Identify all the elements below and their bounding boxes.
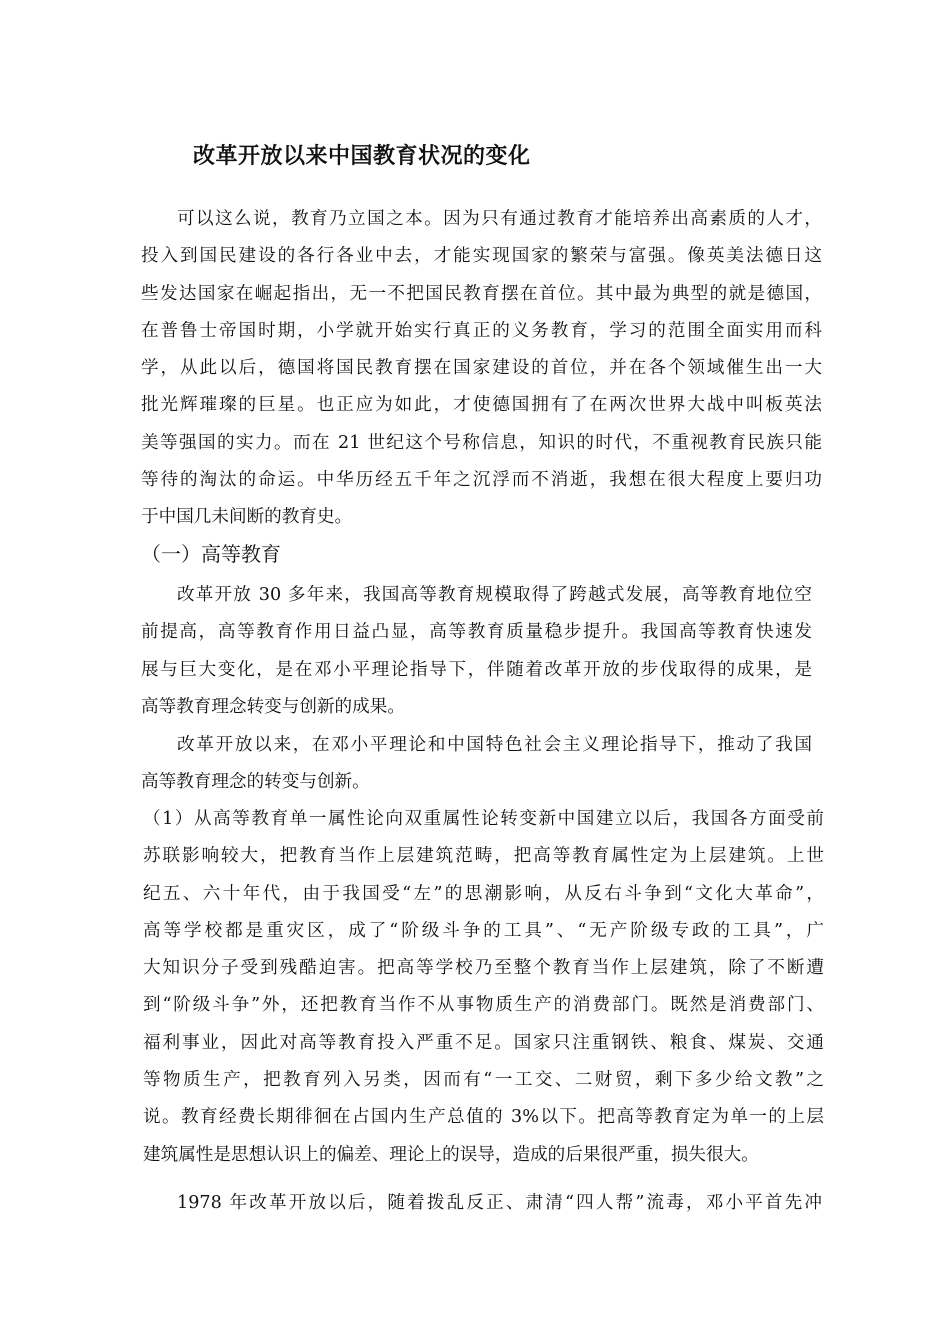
text-line: 苏联影响较大，把教育当作上层建筑范畴，把高等教育属性定为上层建筑。上世 [143,846,824,867]
text-line: 福利事业，因此对高等教育投入严重不足。国家只注重钢铁、粮食、煤炭、交通 [143,1032,824,1053]
text-line: 等待的淘汰的命运。中华历经五千年之沉浮而不消逝，我想在很大程度上要归功 [141,470,822,491]
text-line: 美等强国的实力。而在 21 世纪这个号称信息，知识的时代，不重视教育民族只能 [141,432,822,453]
paragraph-higher-education-growth [141,577,812,726]
paragraph-1978-reform [141,1185,822,1222]
text-line: 1978 年改革开放以后，随着拨乱反正、肃清“四人帮”流毒，邓小平首先冲 [177,1193,822,1213]
text-line: 展与巨大变化，是在邓小平理论指导下，伴随着改革开放的步伐取得的成果，是 [141,659,812,680]
text-line: 改革开放以来，在邓小平理论和中国特色社会主义理论指导下，推动了我国 [177,735,812,755]
document-title: 改革开放以来中国教育状况的变化 [193,144,531,169]
paragraph-dual-attribute [143,801,824,1174]
text-line: 高等学校都是重灾区，成了“阶级斗争的工具”、“无产阶级专政的工具”，广 [143,920,824,941]
text-line: 改革开放 30 多年来，我国高等教育规模取得了跨越式发展，高等教育地位空 [177,585,812,605]
text-line: 于中国几未间断的教育史。 [141,507,353,528]
text-line: 纪五、六十年代，由于我国受“左”的思潮影响，从反右斗争到“文化大革命”， [143,883,824,904]
text-line: 前提高，高等教育作用日益凸显，高等教育质量稳步提升。我国高等教育快速发 [141,622,812,643]
text-line: （1）从高等教育单一属性论向双重属性论转变新中国建立以后，我国各方面受前 [143,809,824,829]
section-heading: （一）高等教育 [141,542,281,566]
text-line: 学，从此以后，德国将国民教育摆在国家建设的首位，并在各个领域催生出一大 [141,358,822,379]
text-line: 高等教育理念转变与创新的成果。 [141,696,405,717]
text-line: 到“阶级斗争”外，还把教育当作不从事物质生产的消费部门。既然是消费部门、 [143,995,824,1016]
text-line: 可以这么说，教育乃立国之本。因为只有通过教育才能培养出高素质的人才， [177,209,822,229]
paragraph-theory-guidance [141,727,812,802]
text-line: 大知识分子受到残酷迫害。把高等学校乃至整个教育当作上层建筑，除了不断遭 [143,958,824,979]
text-line: 高等教育理念的转变与创新。 [141,772,370,793]
text-line: 建筑属性是思想认识上的偏差、理论上的误导，造成的后果很严重，损失很大。 [143,1144,759,1165]
intro-paragraph [141,201,822,537]
text-line: 等物质生产，把教育列入另类，因而有“一工交、二财贸，剩下多少给文教”之 [143,1070,824,1091]
text-line: 在普鲁士帝国时期，小学就开始实行真正的义务教育，学习的范围全面实用而科 [141,320,822,341]
text-line: 说。教育经费长期徘徊在占国内生产总值的 3%以下。把高等教育定为单一的上层 [143,1107,824,1128]
text-line: 批光辉璀璨的巨星。也正应为如此，才使德国拥有了在两次世界大战中叫板英法 [141,395,822,416]
text-line: 些发达国家在崛起指出，无一不把国民教育摆在首位。其中最为典型的就是德国， [141,283,822,304]
text-line: 投入到国民建设的各行各业中去，才能实现国家的繁荣与富强。像英美法德日这 [141,246,822,267]
